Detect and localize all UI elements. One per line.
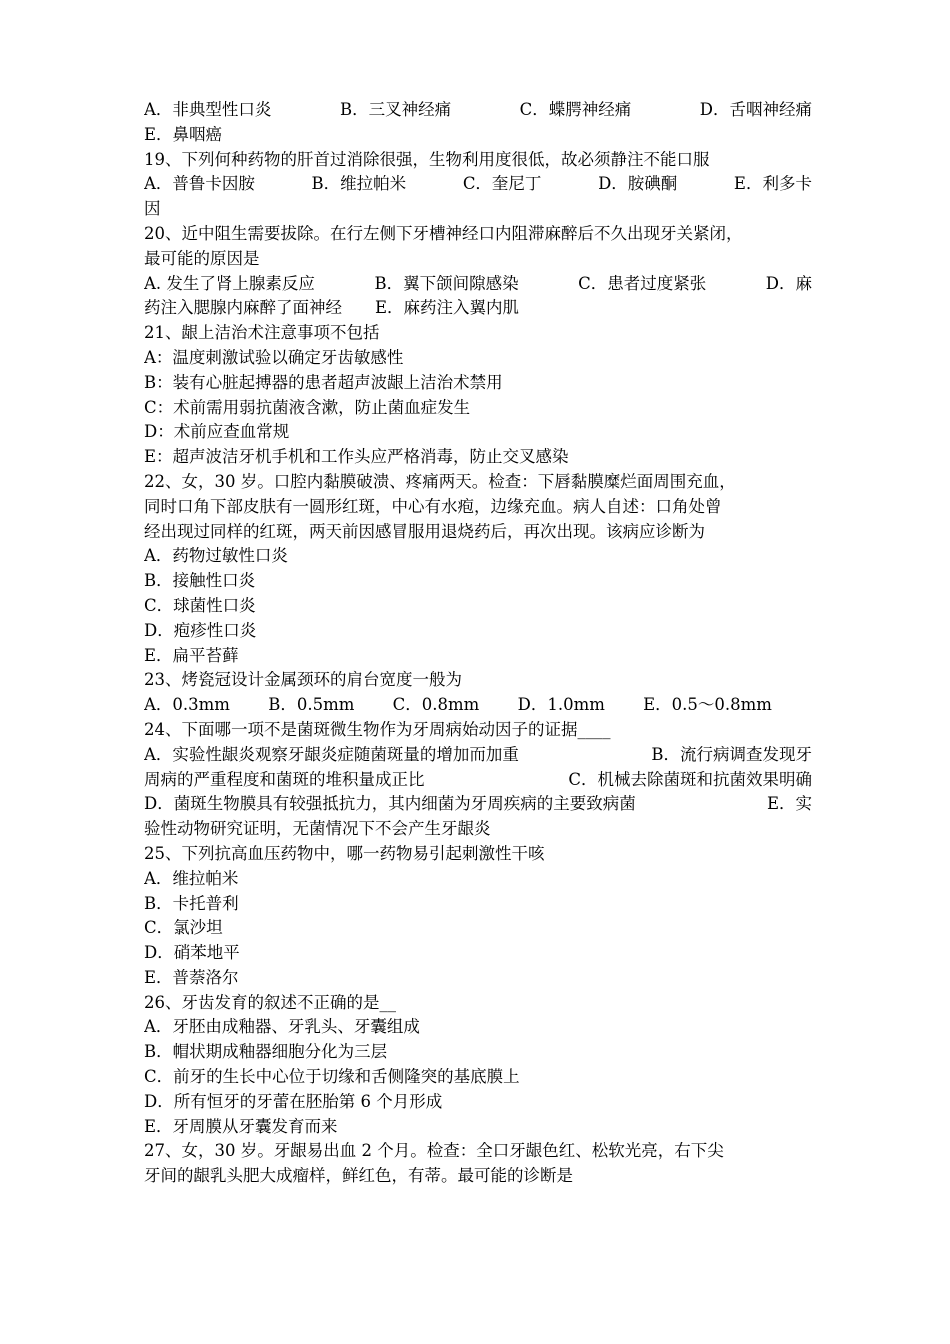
option-row (144, 792, 812, 817)
option-text: C．蝶腭神经痛 (519, 100, 632, 119)
text-line: E．扁平苔藓 (144, 645, 239, 665)
option-row (144, 768, 812, 793)
text-line: 经出现过同样的红斑，两天前因感冒服用退烧药后，再次出现。该病应诊断为 (144, 521, 705, 541)
option-row (144, 98, 812, 123)
option-text: A．非典型性口炎 (144, 100, 272, 119)
option-row (144, 272, 812, 297)
text-line: 19、下列何种药物的肝首过消除很强，生物利用度很低，故必须静注不能口服 (144, 149, 710, 169)
option-row (144, 693, 772, 718)
text-line: E：超声波洁牙机手机和工作头应严格消毒，防止交叉感染 (144, 447, 569, 467)
option-text: D．胺碘酮 (598, 174, 678, 194)
text-line: 26、牙齿发育的叙述不正确的是__ (144, 992, 396, 1012)
text-line: 20、近中阻生需要拔除。在行左侧下牙槽神经口内阻滞麻醉后不久出现牙关紧闭， (144, 223, 743, 243)
text-line: A．牙胚由成釉器、牙乳头、牙囊组成 (144, 1017, 420, 1037)
document-page (144, 98, 812, 1189)
option-text: C．患者过度紧张 (578, 273, 707, 293)
text-line: 药注入腮腺内麻醉了面神经 E．麻药注入翼内肌 (144, 298, 520, 318)
option-text: B．0.5mm (268, 695, 355, 715)
text-line: C：术前需用弱抗菌液含漱，防止菌血症发生 (144, 397, 471, 417)
text-line: B．接触性口炎 (144, 571, 256, 591)
option-text: B．三叉神经痛 (339, 100, 452, 119)
text-line: A．维拉帕米 (144, 868, 239, 888)
text-line: 验性动物研究证明，无菌情况下不会产生牙龈炎 (144, 819, 491, 839)
option-text: D．麻 (765, 273, 812, 293)
option-text: E．实 (766, 794, 812, 814)
text-line: E．普萘洛尔 (144, 967, 239, 987)
option-text: B．流行病调查发现牙 (651, 744, 812, 764)
option-row (144, 743, 812, 768)
text-line: A．药物过敏性口炎 (144, 546, 288, 566)
text-line: B．卡托普利 (144, 893, 239, 913)
text-line: 牙间的龈乳头肥大成瘤样，鲜红色，有蒂。最可能的诊断是 (144, 1166, 573, 1186)
text-line: D．硝苯地平 (144, 943, 240, 963)
option-row (144, 172, 812, 197)
text-line: C．球菌性口炎 (144, 595, 256, 615)
option-text: C．0.8mm (392, 695, 480, 715)
text-line: 23、烤瓷冠设计金属颈环的肩台宽度一般为 (144, 670, 462, 690)
text-line: C．前牙的生长中心位于切缘和舌侧隆突的基底膜上 (144, 1067, 520, 1087)
text-line: D．所有恒牙的牙蕾在胚胎第 6 个月形成 (144, 1091, 443, 1111)
text-line: 同时口角下部皮肤有一圆形红斑，中心有水疱，边缘充血。病人自述：口角处曾 (144, 496, 722, 516)
option-text: B．翼下颌间隙感染 (374, 273, 519, 293)
text-line: 24、下面哪一项不是菌斑微生物作为牙周病始动因子的证据____ (144, 719, 611, 739)
option-text: A. 发生了肾上腺素反应 (144, 273, 315, 293)
text-line: 27、女，30 岁。牙龈易出血 2 个月。检查：全口牙龈色红、松软光亮，右下尖 (144, 1141, 724, 1161)
option-text: D．菌斑生物膜具有较强抵抗力，其内细菌为牙周疾病的主要致病菌 (144, 794, 636, 814)
text-line: E．鼻咽癌 (144, 124, 223, 144)
text-line: D：术前应查血常规 (144, 422, 290, 442)
option-text: A．实验性龈炎观察牙龈炎症随菌斑量的增加而加重 (144, 744, 519, 764)
text-line: 21、龈上洁治术注意事项不包括 (144, 323, 380, 343)
option-text: C．机械去除菌斑和抗菌效果明确 (568, 769, 812, 789)
text-line: 22、女，30 岁。口腔内黏膜破溃、疼痛两天。检查：下唇黏膜糜烂面周围充血， (144, 471, 736, 491)
text-line: 25、下列抗高血压药物中，哪一药物易引起刺激性干咳 (144, 843, 545, 863)
option-text: A．0.3mm (144, 695, 230, 715)
text-line: E．牙周膜从牙囊发育而来 (144, 1116, 338, 1136)
option-text: C．奎尼丁 (462, 174, 542, 194)
text-line: C．氯沙坦 (144, 918, 223, 938)
option-text: 周病的严重程度和菌斑的堆积量成正比 (144, 769, 425, 789)
text-line: D．疱疹性口炎 (144, 620, 257, 640)
text-line: 因 (144, 199, 161, 219)
option-text: E．0.5～0.8mm (643, 695, 772, 715)
option-text: D．1.0mm (517, 695, 605, 715)
text-line: B．帽状期成釉器细胞分化为三层 (144, 1042, 388, 1062)
text-line: A：温度刺激试验以确定牙齿敏感性 (144, 347, 404, 367)
option-text: E．利多卡 (733, 174, 812, 194)
option-text: D．舌咽神经痛 (699, 100, 812, 119)
option-text: A．普鲁卡因胺 (144, 174, 255, 194)
text-line: B：装有心脏起搏器的患者超声波龈上洁治术禁用 (144, 372, 503, 392)
option-text: B．维拉帕米 (311, 174, 407, 194)
text-line: 最可能的原因是 (144, 248, 260, 268)
